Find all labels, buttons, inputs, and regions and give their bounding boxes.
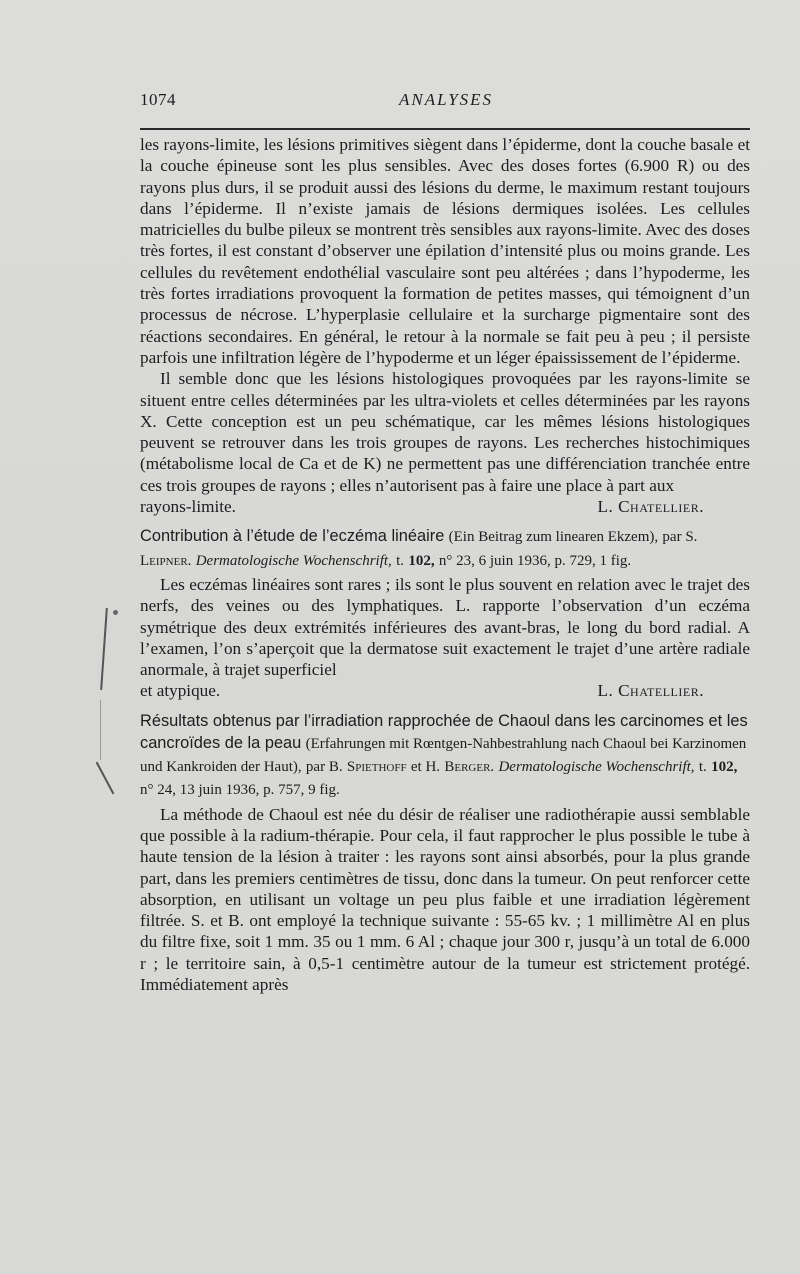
running-title: ANALYSES [398, 90, 494, 109]
issue-date: n° 23, 6 juin 1936, p. 729, 1 fig. [438, 552, 632, 569]
margin-pencil-mark [100, 608, 108, 690]
body-text [140, 134, 750, 995]
entry-heading [140, 710, 750, 802]
author-prefix: par B. [305, 759, 343, 776]
page-header [140, 90, 752, 116]
paragraph: Il semble donc que les lésions histologiques provoquées par les rayons-limite se situent entre celles déterminées par les ultra-violets et celles déterminées par les rayons X. Cette conception est un peu schématique, car les mêmes lésions histologiques peuvent se retrouver dans les trois groupes de rayons. Les recherches histochimiques (métabolisme local de Ca et de K) ne permettent pas une différenciation tranchée entre ces trois groupes de rayons ; elles n’autorisent pas à faire une place à part aux [140, 369, 750, 495]
margin-pencil-dot [113, 610, 118, 615]
author-join: et H. [410, 759, 441, 776]
review-entry-1 [140, 525, 750, 701]
journal-name: Dermatologische Wochenschrift, [498, 759, 695, 776]
issue-date: n° 24, 13 juin 1936, p. 757, 9 fig. [140, 782, 340, 799]
original-title: (Erfahrungen mit Rœntgen-Nahbestrahlung nach Chaoul bei Karzinomen und Kankroiden der Haut), [140, 735, 747, 776]
paragraph-end: et atypique. [140, 681, 221, 701]
volume-prefix: t. [698, 759, 707, 776]
margin-pencil-mark [96, 762, 115, 795]
entry-abstract: La méthode de Chaoul est née du désir de réaliser une radiothérapie aussi semblable que possible à la radium-thérapie. Pour cela, il faut rapprocher le plus possible le tube à haute tension de la lésion à traiter : les rayons sont ainsi absorbés, pour la plus grande part, dans les premiers centimètres de tissu, donc dans la tumeur. On peut renforcer cette absorption, en utilisant un voltage un peu plus faible et une irradiation légèrement filtrée. S. et B. ont employé la technique suivante : 55-65 kv. ; 1 millimètre Al en plus du filtre fixe, soit 1 mm. 35 ou 1 mm. 6 Al ; chaque jour 300 r, jusqu’à un total de 6.000 r ; le territoire sain, à 0,5-1 centimètre autour de la tumeur est strictement protégé. Immédiatement après [140, 804, 750, 994]
review-entry-2 [140, 710, 750, 996]
entry-title: Résultats obtenus par l’irradiation rapprochée de Chaoul dans les carcinomes et les cancroïdes de la peau [140, 711, 748, 752]
header-rule [140, 128, 750, 130]
volume-number: 102, [408, 552, 435, 569]
author-prefix: par S. [662, 529, 698, 546]
entry-heading [140, 525, 750, 572]
volume-number: 102, [711, 759, 738, 776]
paragraph-continued: les rayons-limite, les lésions primitives siègent dans l’épiderme, dont la couche basale et la couche épineuse sont les plus sensibles. Avec des doses fortes (6.900 R) ou des rayons plus durs, il se produit aussi des lésions du derme, le maximum restant toujours dans l’épiderme. Il n’existe jamais de lésions dermiques isolées. Les cellules matricielles du bulbe pileux se montrent très sensibles aux rayons-limite. Avec des doses très fortes, il est constant d’observer une épilation d’intensité plus ou moins grande. Les cellules du revêtement endothélial vasculaire sont peu altérées ; dans l’hypoderme, les très fortes irradiations provoquent la formation de petites masses, qui témoignent d’un processus de nécrose. L’hyperplasie cellulaire et la surcharge pigmentaire sont des réactions secondaires. En général, le retour à la normale se fait peu à peu ; il persiste parfois une infiltration légère de l’hypoderme et un léger épaississement de l’épiderme. [140, 135, 750, 367]
page-number: 1074 [140, 90, 176, 109]
journal-name: Dermatologische Wochenschrift, [195, 552, 392, 569]
review-signature [140, 680, 750, 701]
margin-pencil-mark [100, 700, 101, 760]
paragraph-end: rayons-limite. [140, 497, 236, 517]
entry-abstract: Les eczémas linéaires sont rares ; ils sont le plus souvent en relation avec le trajet des nerfs, des veines ou des lymphatiques. L. rapporte l’observation d’un eczéma symétrique des deux extrémités inférieures des avant-bras, le long du bord radial. A l’examen, l’on s’aperçoit que la dermatose suit exactement le trajet d’une artère radiale anormale, à trajet superficiel [140, 574, 750, 680]
volume-prefix: t. [396, 552, 405, 569]
author-name: Berger. [444, 759, 495, 776]
author-name: Leipner. [140, 552, 192, 569]
signature-name: L. Chatellier. [597, 681, 704, 701]
original-title: (Ein Beitrag zum linearen Ekzem), [448, 529, 659, 546]
author-name: Spiethoff [346, 759, 407, 776]
signature-name: L. Chatellier. [597, 497, 704, 517]
review-signature [140, 496, 750, 517]
entry-title: Contribution à l’étude de l’eczéma linéaire [140, 527, 445, 546]
